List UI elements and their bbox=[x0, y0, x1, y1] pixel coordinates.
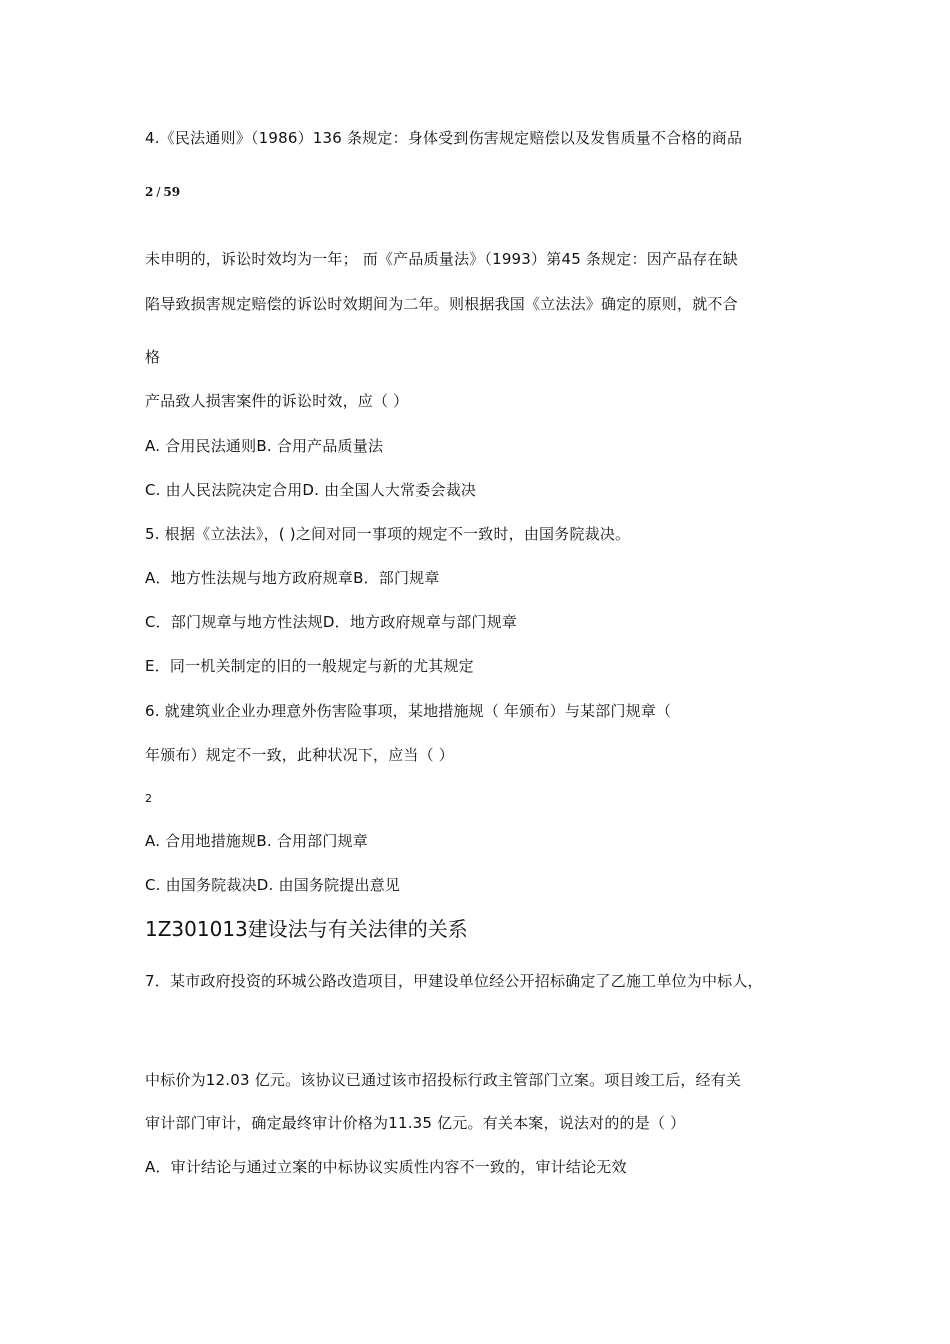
question-6-line-1: 6. 就建筑业企业办理意外伤害险事项，某地措施规（ 年颁布）与某部门规章（ bbox=[145, 702, 672, 720]
question-7-option-a: A．审计结论与通过立案的中标协议实质性内容不一致的，审计结论无效 bbox=[145, 1158, 627, 1176]
question-5-options-cd: C．部门规章与地方性法规D．地方政府规章与部门规章 bbox=[145, 613, 518, 631]
question-6-line-2: 年颁布）规定不一致，此种状况下，应当（ ） bbox=[145, 746, 454, 764]
question-7-line-2: 中标价为12.03 亿元。该协议已通过该市招投标行政主管部门立案。项目竣工后，经有关 bbox=[145, 1071, 742, 1089]
question-4-line-5: 产品致人损害案件的诉讼时效，应（ ） bbox=[145, 392, 409, 410]
question-7-line-1: 7．某市政府投资的环城公路改造项目，甲建设单位经公开招标确定了乙施工单位为中标人， bbox=[145, 972, 763, 990]
question-5-option-e: E．同一机关制定的旧的一般规定与新的尤其规定 bbox=[145, 657, 474, 675]
question-7-line-3: 审计部门审计，确定最终审计价格为11.35 亿元。有关本案，说法对的的是（ ） bbox=[145, 1114, 686, 1132]
question-6-options-cd: C. 由国务院裁决D. 由国务院提出意见 bbox=[145, 876, 401, 894]
question-4-options-cd: C. 由人民法院决定合用D. 由全国人大常委会裁决 bbox=[145, 481, 477, 499]
question-4-line-1: 4.《民法通则》（1986）136 条规定：身体受到伤害规定赔偿以及发售质量不合格的商品 bbox=[145, 129, 743, 147]
section-heading: 1Z301013建设法与有关法律的关系 bbox=[145, 917, 468, 941]
page-separator: / bbox=[156, 185, 161, 199]
question-4-line-2: 未申明的，诉讼时效均为一年； 而《产品质量法》（1993）第45 条规定：因产品存在缺 bbox=[145, 250, 738, 268]
question-4-options-ab: A. 合用民法通则B. 合用产品质量法 bbox=[145, 437, 384, 455]
question-4-line-4: 格 bbox=[145, 348, 161, 366]
page-total: 59 bbox=[163, 185, 181, 199]
question-6-note: 2 bbox=[145, 792, 152, 805]
question-5-line-1: 5. 根据《立法法》，( )之间对同一事项的规定不一致时，由国务院裁决。 bbox=[145, 525, 631, 543]
page-current: 2 bbox=[145, 185, 154, 199]
page-indicator bbox=[145, 184, 180, 200]
question-6-options-ab: A. 合用地措施规B. 合用部门规章 bbox=[145, 832, 368, 850]
question-4-line-3: 陷导致损害规定赔偿的诉讼时效期间为二年。则根据我国《立法法》确定的原则，就不合 bbox=[145, 295, 738, 313]
question-5-options-ab: A．地方性法规与地方政府规章B．部门规章 bbox=[145, 569, 440, 587]
